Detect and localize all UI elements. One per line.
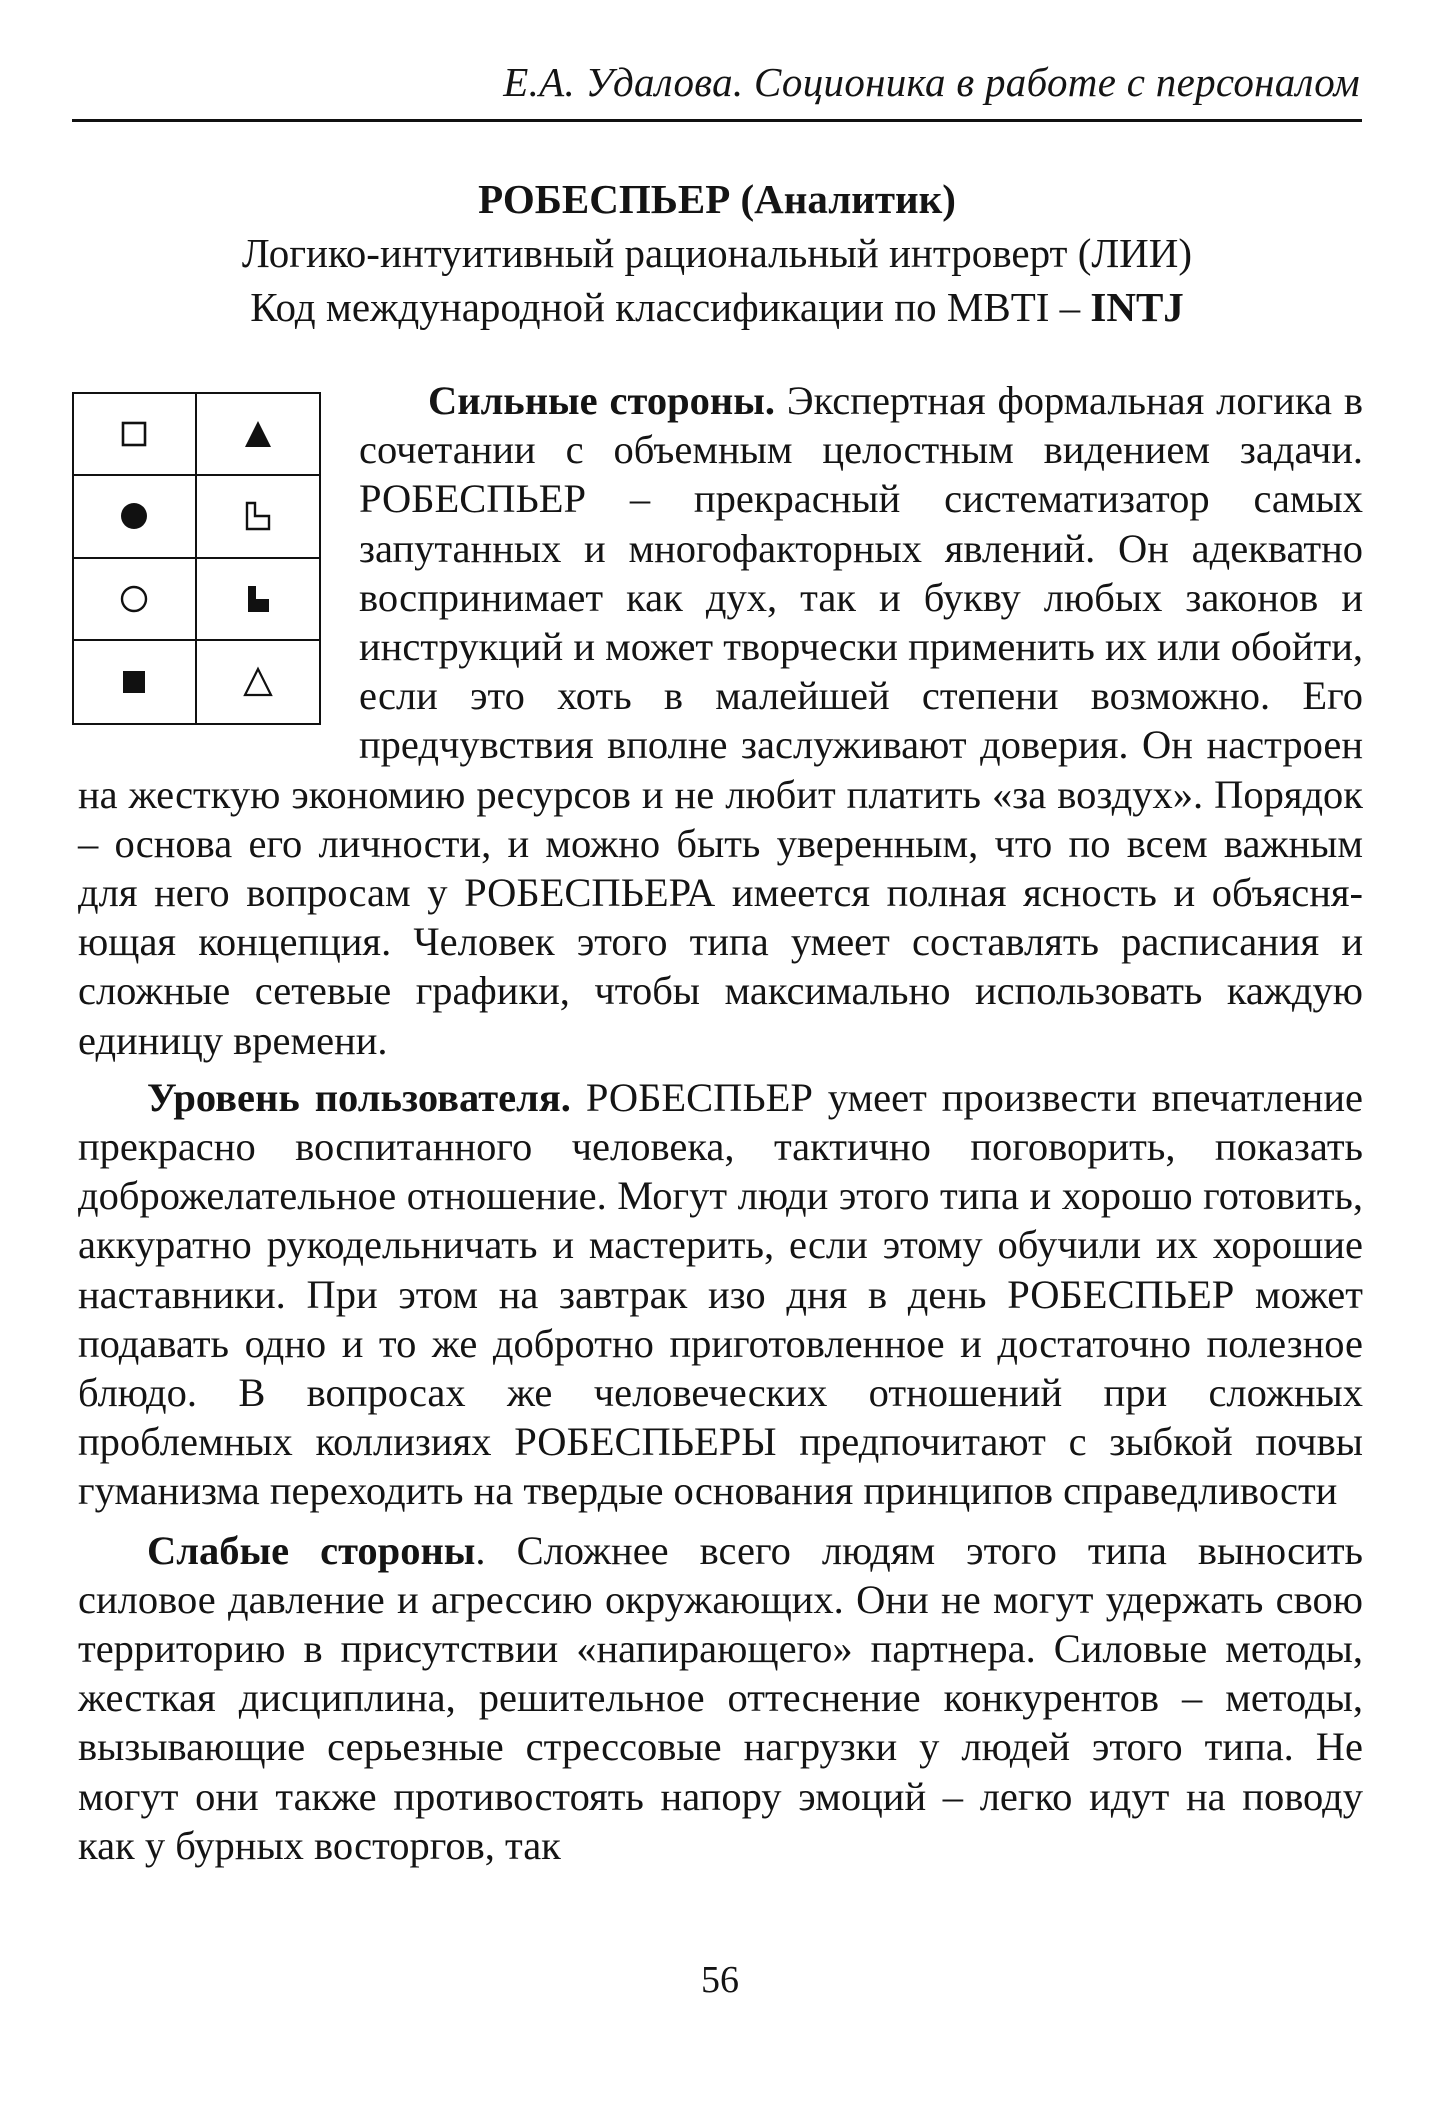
header-rule bbox=[72, 119, 1362, 122]
function-cell bbox=[197, 476, 320, 558]
function-cell bbox=[74, 641, 197, 723]
black-l-shape-icon bbox=[242, 583, 274, 615]
function-cell bbox=[74, 559, 197, 641]
weaknesses-paragraph bbox=[78, 1526, 1363, 1870]
section-text: . Сложнее всего людям этого типа выносить силовое давление и агрессию окружающих. Они не могут удержать свою территорию в присутствии «напирающего» партнера. Силовые методы, жесткая дисциплина, решительное оттеснение конкурентов – методы, вызывающие серьезные стрессовые нагрузки у людей этого типа. Не могут они также противостоять напору эмоций – легко идут на поводу как у бурных восторгов, так bbox=[78, 1527, 1363, 1868]
function-model-table bbox=[72, 392, 321, 725]
type-subtitle: Логико-интуитивный рациональный интроверт (ЛИИ) bbox=[241, 230, 1193, 276]
black-square-icon bbox=[118, 666, 150, 698]
section-heading: Сильные стороны. bbox=[428, 378, 775, 423]
type-title: РОБЕСПЬЕР (Аналитик) bbox=[478, 176, 956, 222]
function-cell bbox=[197, 559, 320, 641]
black-circle-icon bbox=[118, 500, 150, 532]
mbti-code-line bbox=[72, 280, 1362, 334]
white-circle-icon bbox=[118, 583, 150, 615]
type-title-block bbox=[72, 172, 1362, 334]
user-level-paragraph bbox=[78, 1073, 1363, 1516]
white-l-shape-icon bbox=[242, 500, 274, 532]
mbti-code: INTJ bbox=[1090, 284, 1184, 330]
section-heading: Слабые стороны bbox=[147, 1527, 476, 1573]
page-number: 56 bbox=[701, 1959, 739, 2001]
mbti-code-prefix: Код международной классификации по MBTI – bbox=[250, 284, 1091, 330]
section-text: РОБЕСПЬЕР умеет произвести впечатление прекрасно воспитанного человека, тактично поговорить, показать доброжелательное отношение. Могут люди этого типа и хорошо готовить, аккуратно рукодельничать и мастерить, если этому обучили их хорошие наставники. При этом на завтрак изо дня в день РОБЕСПЬЕР может подавать одно и то же добротно приготовленное и достаточно полезное блюдо. В вопросах же человеческих отношений при сложных проблемных коллизиях РОБЕСПЬЕРЫ предпочитают с зыбкой почвы гуманизма переходить на твердые основания принципов справедливости bbox=[78, 1074, 1363, 1514]
white-triangle-icon bbox=[242, 666, 274, 698]
running-header: Е.А. Удалова. Соционика в работе с персоналом bbox=[503, 59, 1360, 105]
white-square-icon bbox=[118, 418, 150, 450]
section-text: Экспертная формальная логика в сочетании с объемным целостным видением задачи. РОБЕСПЬЕР – прекрасный систематизатор самых запутанных и многофакторных явлений. Он адекватно воспринимает как дух, так и букву любых законов и инструкций и может творчески применить их или обойти, если это хоть в малейшей степени возможно. Его предчувствия вполне заслуживают доверия. Он настроен на жесткую экономию ресурсов и не любит платить «за воздух». Порядок – основа его личности, и можно быть уверенным, что по всем важным для него вопросам у РОБЕСПЬЕРА имеется полная ясность и объясняющая концепция. Человек этого типа умеет составлять расписания и сложные сетевые графики, чтобы максимально использовать каждую единицу времени. bbox=[78, 378, 1363, 1063]
function-cell bbox=[74, 476, 197, 558]
function-cell bbox=[74, 394, 197, 476]
black-triangle-icon bbox=[242, 418, 274, 450]
function-cell bbox=[197, 394, 320, 476]
function-cell bbox=[197, 641, 320, 723]
section-heading: Уровень пользователя. bbox=[147, 1074, 571, 1120]
body-text bbox=[78, 376, 1363, 1870]
